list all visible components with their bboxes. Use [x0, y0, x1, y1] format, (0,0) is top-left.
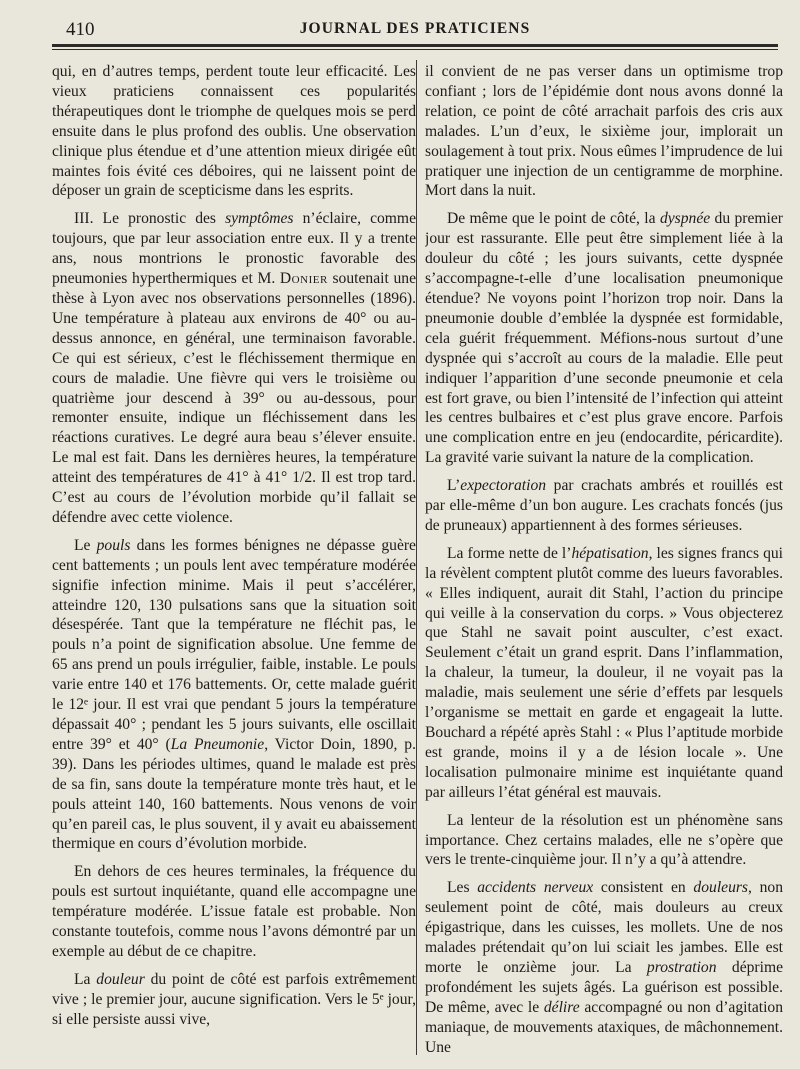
running-title: JOURNAL DES PRATICIENS — [299, 20, 531, 37]
text-run: La forme nette de l’ — [447, 544, 572, 562]
text-run: déprime profondément les sujets âgés. La guérison est possible. De même, avec le — [425, 958, 783, 1016]
text-run: , Victor Doin, 1890, p. 39). Dans les périodes ultimes, quand le malade est près de sa fin, sans doute la température monte très haut, et le pouls atteint 140, 160 battements. Nous venons de voir qu’en pareil cas, le plus souvent, il y avait eu abaissement thermique en cours d’évolution morbide. — [52, 735, 416, 853]
text-run: De même que le point de côté, la — [447, 210, 660, 228]
italic-term: symptômes — [225, 210, 294, 228]
left-column — [52, 62, 416, 1057]
paragraph — [425, 811, 783, 871]
text-run: , les signes francs qui la révèlent comptent plutôt comme des lueurs favorables. « Elles indiquent, aurait dit Stahl, l’action du principe qui veille à la conservation du corps. » Vous objecterez que Stahl ne savait point ausculter, c’est exact. Seulement c’était un grand esprit. Dans l’inflammation, la chaleur, la tumeur, la douleur, il ne voyait pas la maladie, mais seulement une série d’effets par lesquels l’organisme se mettait en garde et engageait la lutte. Bouchard a répété après Stahl : « Plus l’aptitude morbide est grande, moins il y a de lésion locale ». Une localisation pulmonaire minime est inquiétante quand par ailleurs l’état général est mauvais. — [425, 544, 783, 801]
paragraph — [425, 209, 783, 468]
italic-term: prostration — [646, 958, 717, 976]
text-run: par crachats ambrés et rouillés est par elle-même d’un bon augure. Les crachats foncés (jus de pruneaux) appartiennent à des formes sérieuses. — [425, 477, 783, 534]
text-run: III. Le pronostic des — [74, 210, 226, 228]
header-rule-thick — [52, 44, 778, 47]
italic-term: hépatisation — [571, 544, 649, 562]
text-run: La lenteur de la résolution est un phénomène sans importance. Chez certains malades, elle ne s’opère que vers le trente-cinquième jour. Il n’y a qu’à attendre. — [425, 811, 783, 869]
text-run: soutenait une thèse à Lyon avec nos observations personnelles (1896). Une température à plateau aux environs de 40° ou au-dessus annonce, en général, une terminaison favorable. Ce qui est sérieux, c’est le fléchissement thermique en cours de maladie. Une fièvre qui vers le troisième ou quatrième jour descend à 39° ou au-dessous, pour remonter ensuite, indique un fléchissement dans les réactions curatives. Le degré aura beau s’élever ensuite. Le mal est fait. Dans les dernières heures, la température atteint des températures de 41° à 41° 1/2. Il est trop tard. C’est au cours de l’évolution morbide qu’il fallait se défendre avec cette violence. — [52, 270, 416, 526]
text-run: qui, en d’autres temps, perdent toute leur efficacité. Les vieux praticiens connaissent ces popularités thérapeutiques dont le triomphe de quelques mois se perd ensuite dans le plus profond des oublis. Une observation clinique plus étendue et d’une attention mieux dirigée eût maintes fois évité ces déboires, qui ne laissent point de déposer un grain de scepticisme dans les esprits. — [52, 63, 416, 200]
paragraph — [425, 476, 783, 536]
italic-term: La Pneumonie — [170, 735, 265, 753]
italic-term: douleur — [96, 970, 145, 988]
text-run: du premier jour est rassurante. Elle peut être simplement liée à la douleur du côté ; les jours suivants, cette dyspnée s’accompagne-t-elle d’une localisation pneumonique étendue? Ne voyons point l’horizon trop noir. Dans la pneumonie double d’emblée la dyspnée est formidable, cela guérit fréquemment. Méfions-nous surtout d’une dyspnée qui s’accroît au cours de la maladie. Elle peut indiquer l’apparition d’une seconde pneumonie et cela est fort grave, ou bien l’intensité de l’infection qui atteint les centres bulbaires et c’est plus grave encore. Parfois une complication entre en jeu (endocardite, péricardite). La gravité varie suivant la nature de la complication. — [425, 210, 783, 467]
italic-term: pouls — [96, 536, 131, 554]
column-divider — [416, 60, 417, 1055]
paragraph — [52, 970, 416, 1030]
paragraph — [52, 209, 416, 528]
text-run: En dehors de ces heures terminales, la fréquence du pouls est surtout inquiétante, quand elle accompagne une température modérée. L’issue fatale est probable. Non constante toutefois, comme nous l’avons démontré par un exemple au début de ce chapitre. — [52, 863, 416, 960]
continued-paragraph — [52, 62, 416, 201]
italic-term: dyspnée — [659, 210, 711, 228]
continued-paragraph — [425, 62, 783, 201]
text-run: L’ — [447, 477, 461, 495]
italic-term: accidents nerveux — [477, 879, 594, 897]
text-run: il convient de ne pas verser dans un optimisme trop confiant ; lors de l’épidémie dont nous avons donné la relation, ce point de côté arrachait parfois des cris aux malades. L’un d’eux, le sixième jour, implorait un soulagement à tout prix. Nous eûmes l’imprudence de lui pratiquer une injection de un centigramme de morphine. Mort dans la nuit. — [425, 63, 783, 200]
italic-term: délire — [543, 998, 580, 1016]
text-run: consistent en — [593, 879, 694, 897]
text-run: Les — [447, 879, 478, 897]
text-run: La — [74, 970, 97, 988]
paragraph — [52, 862, 416, 962]
paragraph — [425, 878, 783, 1057]
right-column — [425, 62, 783, 1057]
paragraph — [425, 544, 783, 803]
text-run: du point de côté est parfois extrêmement vive ; le premier jour, aucune signification. Vers le 5ᵉ jour, si elle persiste aussi vive, — [52, 970, 416, 1028]
small-caps-name: Donier — [279, 270, 328, 288]
text-run: , non seulement point de côté, mais douleurs au creux épigastrique, dans les cuisses, les mollets. Une de nos malades prétendait qu’on lui sciait les jambes. Elle est morte le onzième jour. La — [425, 879, 783, 976]
text-run: n’éclaire, comme toujours, que par leur association entre eux. Il y a trente ans, nous montrions le pronostic favorable des pneumonies hyperthermiques et M. — [52, 210, 416, 288]
text-run: dans les formes bénignes ne dépasse guère cent battements ; un pouls lent avec température modérée signifie infection minime. Mais il peut s’accélérer, atteindre 120, 130 pulsations sans que la situation soit désespérée. Tant que la température ne fléchit pas, le pouls n’a point de signification absolue. Une femme de 65 ans prend un pouls irrégulier, faible, instable. Le pouls varie entre 140 et 176 battements. Or, cette malade guérit le 12ᵉ jour. Il est vrai que pendant 5 jours la température dépassait 40° ; pendant les 5 jours suivants, elle oscillait entre 39° et 40° ( — [52, 536, 416, 753]
text-run: accompagné ou non d’agitation maniaque, de mouvements ataxiques, de mâchonnement. Une — [425, 998, 783, 1056]
paragraph — [52, 536, 416, 855]
page-header — [52, 18, 778, 42]
italic-term: expectoration — [460, 477, 547, 495]
header-rule-thin — [52, 49, 778, 50]
italic-term: douleurs — [693, 879, 748, 897]
page-number: 410 — [66, 19, 95, 40]
text-run: Le — [74, 536, 97, 554]
